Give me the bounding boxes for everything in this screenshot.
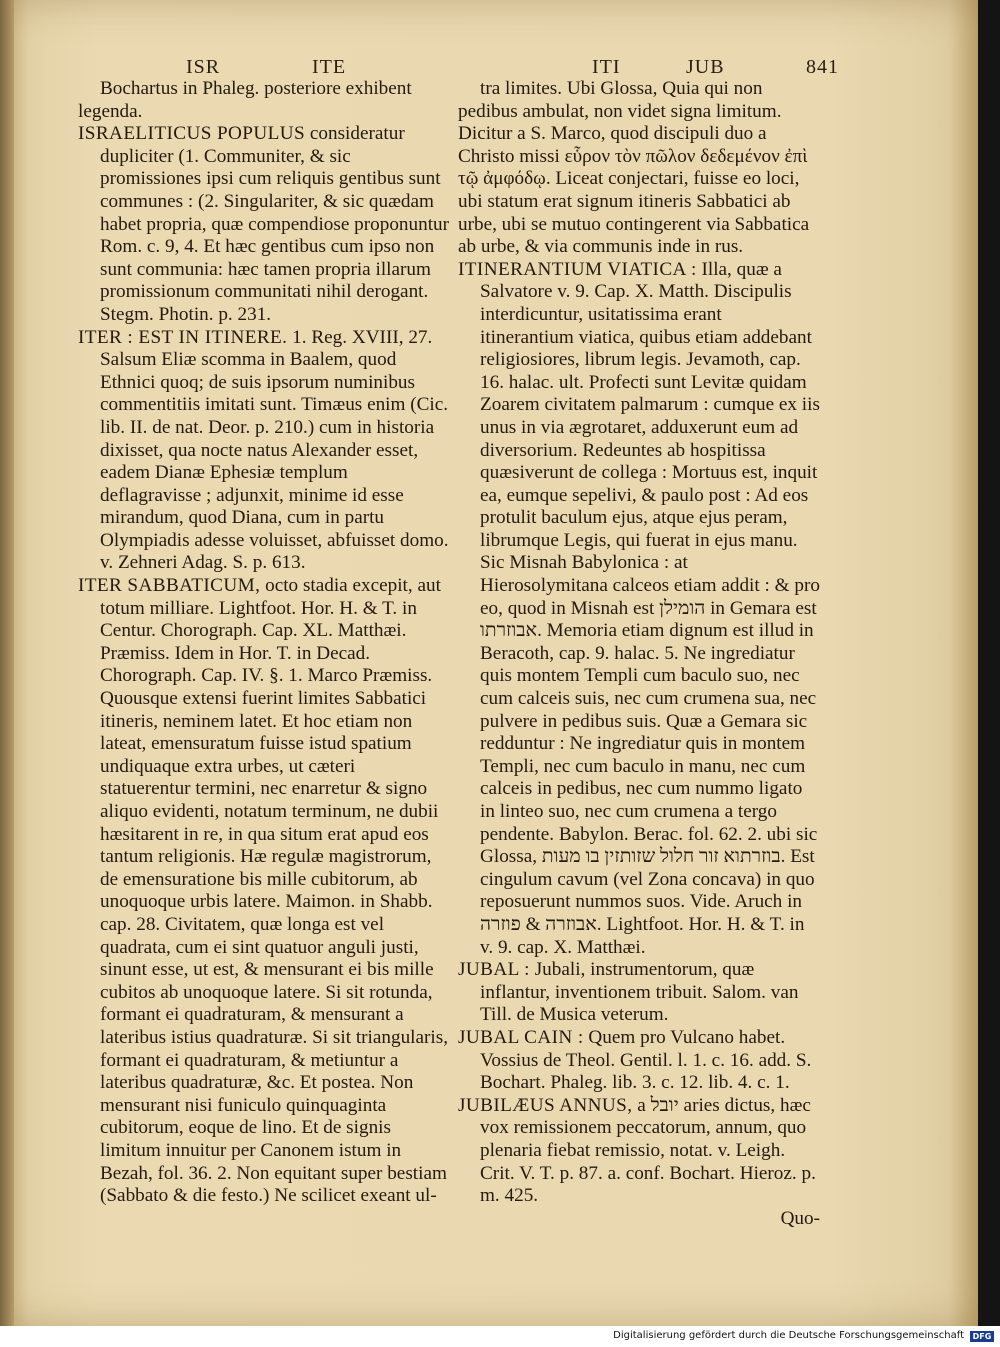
- running-header: [0, 56, 978, 80]
- right-column: [458, 78, 820, 1230]
- continued-text: [458, 78, 820, 259]
- dictionary-entry: [78, 575, 450, 1208]
- left-column: [78, 78, 450, 1208]
- entry-body: Jubali, instrumentorum, quæ inflantur, inventionem tribuit. Salom. van Till. de Musica veterum.: [480, 959, 799, 1026]
- entry-headword: JUBAL CAIN :: [458, 1026, 584, 1048]
- continued-text: [78, 78, 450, 123]
- entry-headword: JUBAL :: [458, 959, 530, 981]
- entry-headword: JUBILÆUS ANNUS,: [458, 1094, 633, 1116]
- header-left-1: ISR: [186, 56, 221, 78]
- entry-body: consideratur dupliciter (1. Communiter, & sic promissiones ipsi cum reliquis gentibus sunt communes : (2. Singulariter, & sic quædam habet propria, quæ compendiose proponuntur Rom. c. 9, 4. Et hæc gentibus cum ipso non sunt communia: hæc tamen propria illarum promissionum communitati nihil derogant. Stegm. Photin. p. 231.: [100, 123, 450, 325]
- header-left-2: ITE: [312, 56, 347, 78]
- dictionary-entry: [78, 123, 450, 326]
- dictionary-entry: [458, 1095, 820, 1208]
- entry-headword: ITINERANTIUM VIATICA :: [458, 258, 697, 280]
- entry-body: a יובל aries dictus, hæc vox remissionem peccatorum, annum, quo plenaria fiebat remissio, notat. v. Leigh. Crit. V. T. p. 87. a. conf. Bochart. Hieroz. p. m. 425.: [480, 1094, 816, 1207]
- entry-body: Bochartus in Phaleg. posteriore exhibent legenda.: [78, 78, 412, 122]
- dfg-logo: DFG: [970, 1331, 994, 1342]
- header-right-1: ITI: [592, 56, 621, 78]
- footer-credit: Digitalisierung gefördert durch die Deutsche Forschungsgemeinschaft: [613, 1330, 964, 1341]
- entry-headword: ISRAELITICUS POPULUS: [78, 123, 306, 145]
- entry-body: octo stadia excepit, aut totum milliare. Lightfoot. Hor. H. & T. in Centur. Chorograph. Cap. XL. Matthæi. Præmiss. Idem in Hor. T. in Decad. Chorograph. Cap. IV. §. 1. Marco Præmiss. Quousque extensi fuerint limites Sabbatici itineris, neminem latet. Et hoc etiam non lateat, emensuratum fuisse istud spatium undiquaque extra urbes, ut cæteri statuerentur termini, nec enarretur & signo aliquo evidenti, notatum terminum, ne dubii hæsitarent in re, in qua situm erat apud eos tantum religionis. Hæ regulæ magistrorum, de emensuratione bis mille cubitorum, ab unoquoque urbis latere. Maimon. in Shabb. cap. 28. Civitatem, quæ longa est vel quadrata, cum ei sint quatuor anguli justi, sinunt esse, ut est, & mensurant ei bis mille cubitos ab unoquoque latere. Si sit rotunda, formant ei quadraturam, & mensurant a lateribus istius quadraturæ. Si sit triangularis, formant ei quadraturam, & metiuntur a lateribus quadraturæ, &c. Et postea. Non mensurant nisi funiculo quinquaginta cubitorum, eoque de lino. Et de signis limitum innuitur per Canonem istum in Bezah, fol. 36. 2. Non equitant super bestiam (Sabbato & die festo.) Ne scilicet exeant ul-: [100, 575, 448, 1207]
- entry-body: Quem pro Vulcano habet. Vossius de Theol. Gentil. l. 1. c. 16. add. S. Bochart. Phaleg. lib. 3. c. 12. lib. 4. c. 1.: [480, 1026, 812, 1094]
- entry-headword: ITER : EST IN ITINERE.: [78, 326, 288, 348]
- entry-body: Illa, quæ a Salvatore v. 9. Cap. X. Matth. Discipulis interdicuntur, usitatissima erant itinerantium viatica, quibus etiam addebant religiosiores, librum legis. Jevamoth, cap. 16. halac. ult. Profecti sunt Levitæ quidam Zoarem civitatem palmarum : cumque ex iis unus in via ægrotaret, adduxerunt eum ad diversorium. Redeuntes ab hospitissa quæsiverunt de collega : Mortuus est, inquit ea, eumque sepelivi, & paulo post : Ad eos protulit baculum ejus, atque ejus peram, librumque Legis, qui fuerat in ejus manu. Sic Misnah Babylonica : at Hierosolymitana calceos etiam addit : & pro eo, quod in Misnah est הומילן in Gemara est אבוזרתו. Memoria etiam dignum est illud in Beracoth, cap. 9. halac. 5. Ne ingrediatur quis montem Templi cum baculo suo, nec cum calceis suis, nec cum crumena sua, nec pulvere in pedibus suis. Quæ a Gemara sic redduntur : Ne ingrediatur quis in montem Templi, nec cum baculo in manu, nec cum calceis in pedibus, nec cum nummo ligato in linteo suo, nec cum crumena a tergo pendente. Babylon. Berac. fol. 62. 2. ubi sic Glossa, בוזרתוא זור חלול שזותזין בו מעות. Est cingulum cavum (vel Zona concava) in quo reposuerunt nummos suos. Vide. Aruch in אבוזרה & פוזרה. Lightfoot. Hor. H. & T. in v. 9. cap. X. Matthæi.: [480, 258, 820, 958]
- dictionary-entry: [78, 327, 450, 576]
- dictionary-entry: [458, 259, 820, 959]
- entry-body: 1. Reg. XVIII, 27. Salsum Eliæ scomma in Baalem, quod Ethnici quoq; de suis ipsorum numinibus commentitiis imitati sunt. Timæus enim (Cic. lib. II. de nat. Deor. p. 210.) cum in historia dixisset, qua nocte natus Alexander esset, eadem Dianæ Ephesiæ templum deflagravisse ; adjunxit, minime id esse mirandum, quod Diana, cum in partu Olympiadis adesse voluisset, abfuisset domo. v. Zehneri Adag. S. p. 613.: [100, 326, 449, 574]
- dictionary-entry: [458, 1027, 820, 1095]
- entry-body: tra limites. Ubi Glossa, Quia qui non pedibus ambulat, non videt signa limitum. Dicitur a S. Marco, quod discipuli duo a Christo missi εὗρον τὸν πῶλον δεδεμένον ἐπὶ τῷ ἀμφόδῳ. Liceat conjectari, fuisse eo loci, ubi statum erat signum itineris Sabbatici ab urbe, ubi se mutuo contingerent via Sabbatica ab urbe, & via communis inde in rus.: [458, 78, 810, 258]
- digitization-footer: [0, 1326, 1000, 1347]
- page-number: 841: [806, 56, 839, 78]
- catchword: Quo-: [780, 1207, 820, 1229]
- dictionary-entry: [458, 959, 820, 1027]
- entry-headword: ITER SABBATICUM,: [78, 575, 261, 597]
- header-right-2: JUB: [686, 56, 725, 78]
